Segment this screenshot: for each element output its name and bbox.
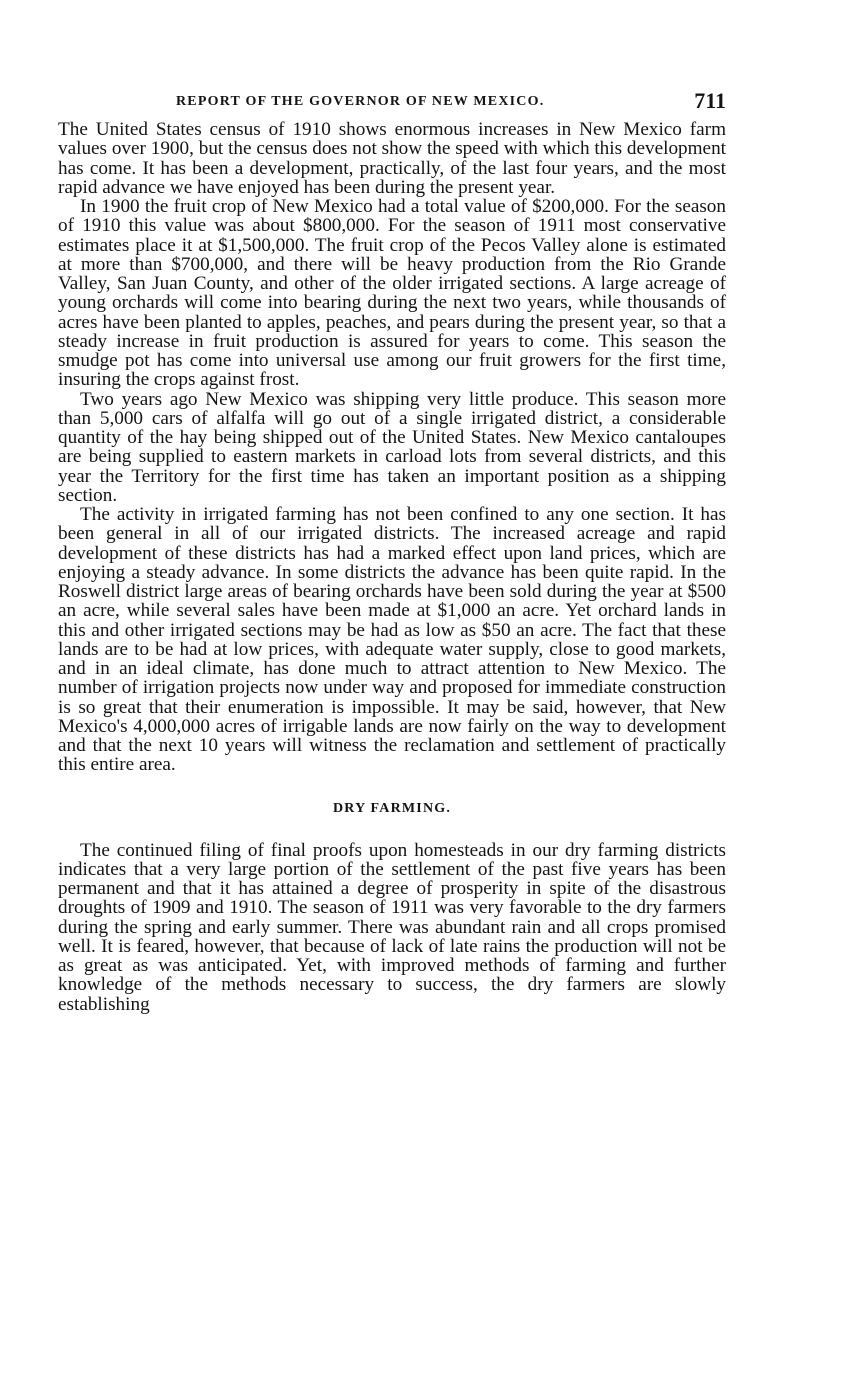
- document-page: [58, 86, 726, 1014]
- running-title: REPORT OF THE GOVERNOR OF NEW MEXICO.: [176, 94, 545, 109]
- paragraph: The activity in irrigated farming has not been confined to any one section. It has been general in all of our irrigated districts. The increased acreage and rapid development of these districts has had a marked effect upon land prices, which are enjoying a steady advance. In some districts the advance has been quite rapid. In the Roswell district large areas of bearing orchards have been sold during the year at $500 an acre, while several sales have been made at $1,000 an acre. Yet orchard lands in this and other irrigated sections may be had as low as $50 an acre. The fact that these lands are to be had at low prices, with adequate water supply, close to good markets, and in an ideal climate, has done much to attract attention to New Mexico. The number of irrigation projects now under way and proposed for immediate construction is so great that their enumeration is impossible. It may be said, however, that New Mexico's 4,000,000 acres of irrigable lands are now fairly on the way to development and that the next 10 years will witness the reclamation and settlement of practically this entire area.: [58, 504, 726, 776]
- paragraph: The United States census of 1910 shows enormous increases in New Mexico farm values over 1900, but the census does not show the speed with which this development has come. It has been a development, practically, of the last four years, and the most rapid advance we have enjoyed has been during the present year.: [58, 119, 726, 198]
- section-heading: DRY FARMING.: [332, 800, 452, 816]
- paragraph: Two years ago New Mexico was shipping very little produce. This season more than 5,000 cars of alfalfa will go out of a single irrigated district, a considerable quantity of the hay being shipped out of the United States. New Mexico cantaloupes are being supplied to eastern markets in carload lots from several districts, and this year the Territory for the first time has taken an important position as a shipping section.: [58, 388, 726, 506]
- page-number: 711: [694, 88, 726, 113]
- paragraph: In 1900 the fruit crop of New Mexico had a total value of $200,000. For the season of 1910 this value was about $800,000. For the season of 1911 most conservative estimates place it at $1,500,000. The fruit crop of the Pecos Valley alone is estimated at more than $700,000, and there will be heavy production from the Rio Grande Valley, San Juan County, and other of the older irrigated sections. A large acreage of young orchards will come into bearing during the next two years, while thousands of acres have been planted to apples, peaches, and pears during the present year, so that a steady increase in fruit production is assured for years to come. This season the smudge pot has come into universal use among our fruit growers for the first time, insuring the crops against frost.: [58, 196, 726, 391]
- running-head: [58, 86, 726, 120]
- body-text: [58, 120, 726, 1014]
- paragraph: The continued filing of final proofs upon homesteads in our dry farming districts indicates that a very large portion of the settlement of the past five years has been permanent and that it has attained a degree of prosperity in spite of the disastrous droughts of 1909 and 1910. The season of 1911 was very favorable to the dry farmers during the spring and early summer. There was abundant rain and all crops promised well. It is feared, however, that because of lack of late rains the production will not be as great as was anticipated. Yet, with improved methods of farming and further knowledge of the methods necessary to success, the dry farmers are slowly establishing: [58, 839, 726, 1015]
